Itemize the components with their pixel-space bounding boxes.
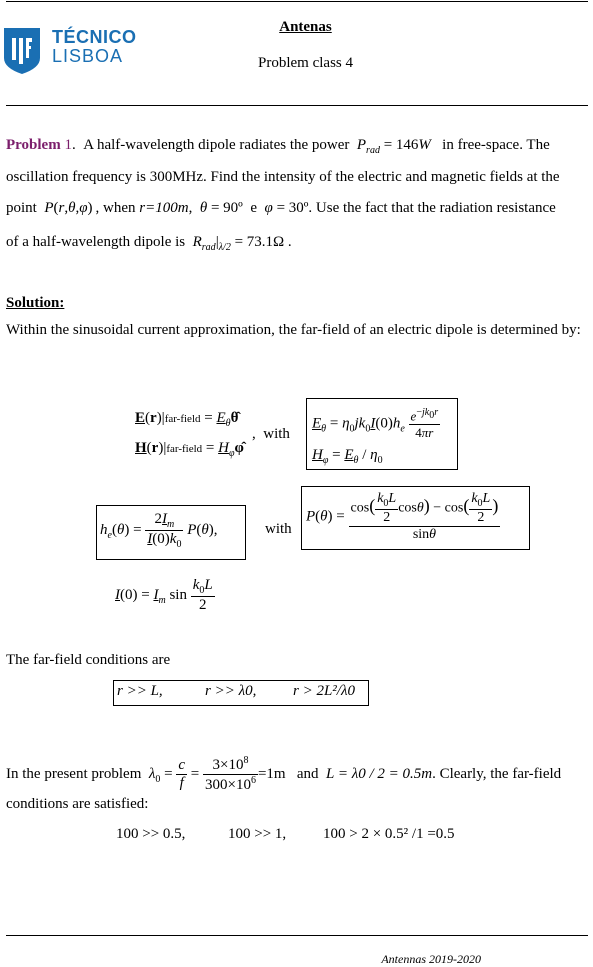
eq-H-far-field: H(r)|far-field = $H_\varphi\varphî$: [135, 440, 244, 459]
eq-H-phi: $H_\varphi = E_\theta / \eta_0$: [312, 447, 383, 466]
problem-line-4: of a half-wavelength dipole is $R_{rad}|_{\lambda/2} = 73.1\Omega$ .: [6, 234, 292, 253]
eq-E-theta: $E_\theta = \eta_0jk_0I(0)h_e$ $\frac{e^{-jk_0r}}{4\pi r}$: [312, 407, 439, 441]
solution-heading: Solution:: [6, 295, 65, 311]
conditions-intro: The far-field conditions are: [6, 652, 171, 668]
present-problem-line: In the present problem $\lambda_0$ = $\frac{c}{f}$ = $\frac{3\times 10^8}{300\times 10^6}$ =1m and L = λ0 / 2 = 0.5m. Clearly, the far-field: [6, 755, 562, 793]
top-rule: [6, 1, 588, 2]
footer-rule: [6, 935, 588, 936]
footer-text: Antennas 2019-2020: [381, 952, 481, 966]
logo-line2: LISBOA: [52, 46, 124, 66]
condition-1: r >> L,: [117, 683, 163, 699]
solution-intro: Within the sinusoidal current approximation, the far-field of an electric dipole is determined by:: [6, 322, 581, 338]
header-rule: [6, 105, 588, 106]
problem-label: Problem: [6, 137, 61, 153]
with-word-1: , with: [252, 426, 290, 442]
class-title: Problem class 4: [258, 55, 353, 71]
check-2: 100 >> 1,: [228, 826, 287, 842]
eq-I0: $I(0) = I_m$ sin $\frac{k_0L}{2}$: [115, 577, 213, 613]
problem-line-2: oscillation frequency is 300MHz. Find the intensity of the electric and magnetic fields at the: [6, 169, 560, 185]
with-word-2: with: [265, 521, 292, 537]
check-1: 100 >> 0.5,: [116, 826, 186, 842]
course-title: Antenas: [279, 19, 332, 35]
condition-2: r >> λ0,: [205, 683, 257, 699]
conditions-satisfied: conditions are satisfied:: [6, 796, 149, 812]
logo-line1: TÉCNICO: [52, 27, 137, 47]
problem-line-1: Problem 1. A half-wavelength dipole radiates the power $P_{rad} = 146W$ in free-space. The: [6, 137, 550, 156]
eq-E-far-field: E(r)|far-field = $E_\theta\thetâ$: [135, 410, 239, 429]
eq-pattern-function: P(θ) = cos( $\frac{k_0L}{2}$ cosθ) − cos( $\frac{k_0L}{2}$ ) sinθ: [306, 491, 499, 542]
problem-number: 1: [64, 137, 72, 153]
condition-3: r > 2L²/λ0: [293, 683, 355, 699]
problem-line-3: point P(r,θ,φ) , when r=100m, θ = 90º e φ = 30º. Use the fact that the radiation resistance: [6, 200, 556, 216]
eq-effective-height: $h_e(\theta)$ = $\frac{2I_m}{I(0)k_0}$ P(θ),: [100, 511, 218, 550]
check-3: 100 > 2 × 0.5² /1 =0.5: [323, 826, 455, 842]
